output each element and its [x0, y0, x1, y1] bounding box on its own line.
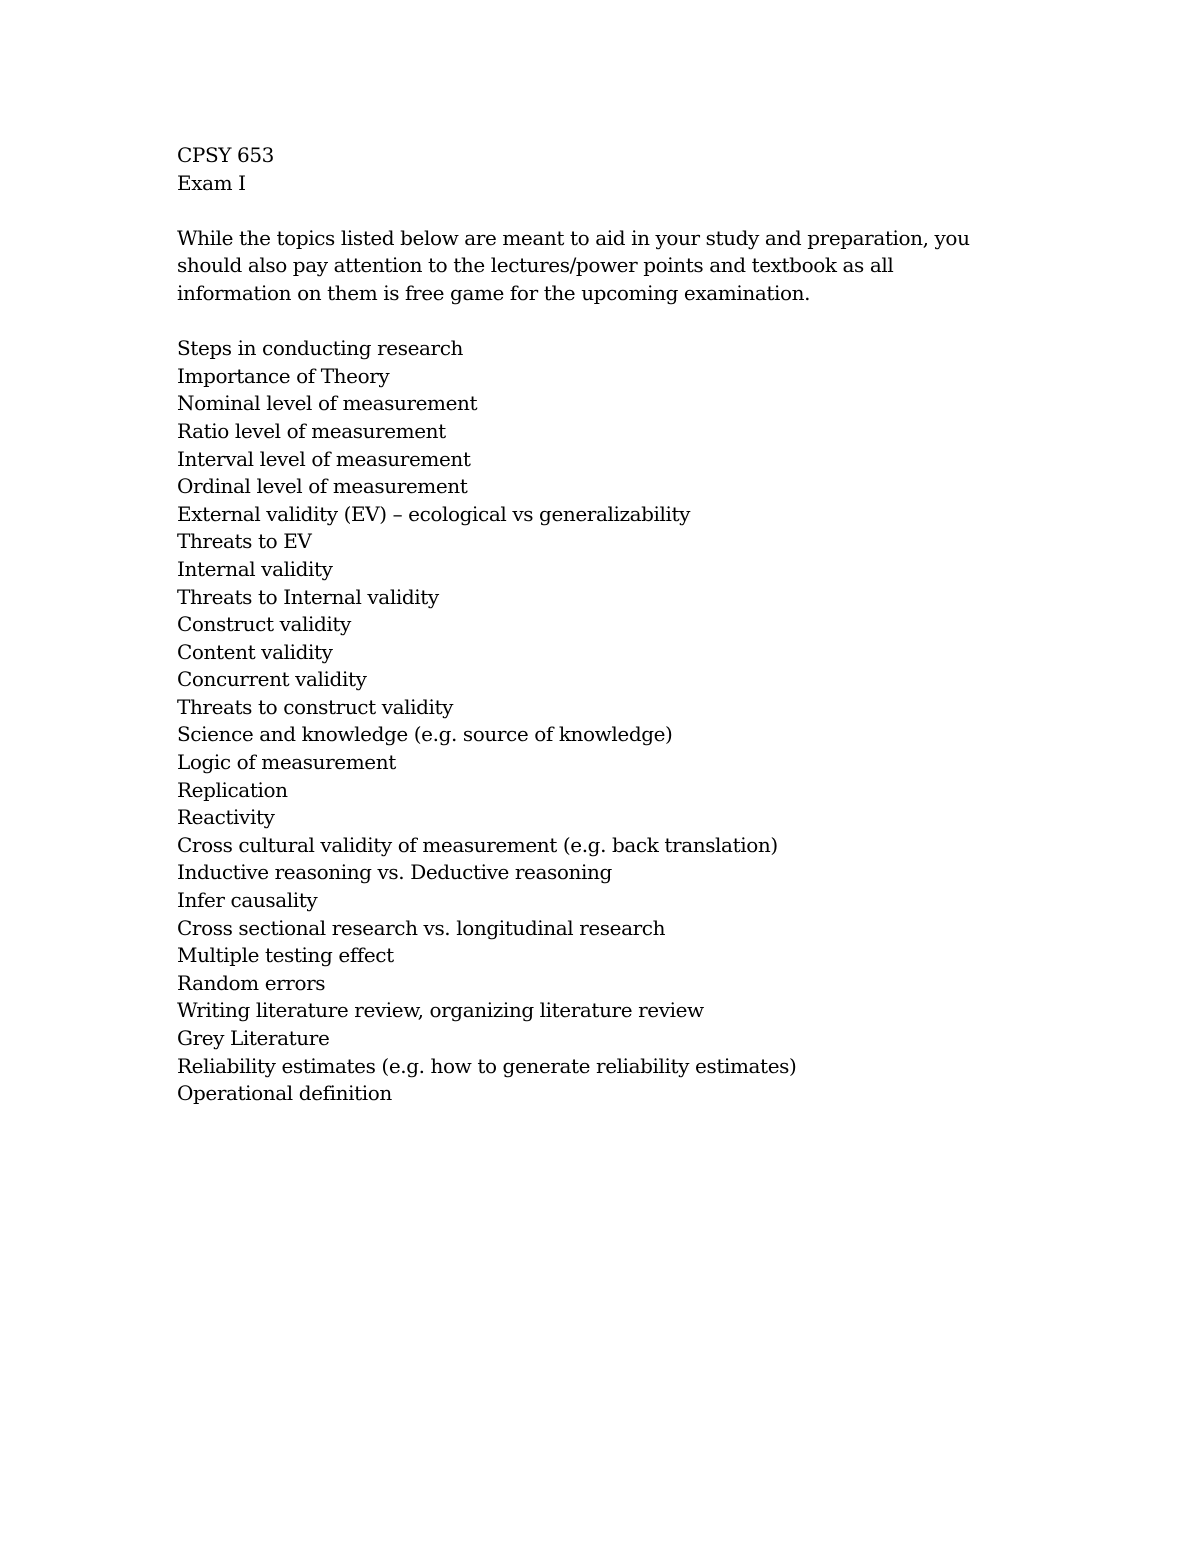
- course-title: CPSY 653: [177, 143, 274, 167]
- topic-item: Content validity: [177, 639, 333, 664]
- topic-item: Ratio level of measurement: [177, 418, 446, 443]
- topic-item: Logic of measurement: [177, 750, 396, 775]
- topic-item: Infer causality: [177, 888, 318, 913]
- intro-paragraph: [177, 225, 1037, 308]
- topic-item: Construct validity: [177, 612, 351, 637]
- topic-item: Cross cultural validity of measurement (e.g. back translation): [177, 832, 778, 857]
- topic-item: Writing literature review, organizing literature review: [177, 998, 704, 1023]
- document-body: [177, 142, 1037, 1108]
- topic-item: Ordinal level of measurement: [177, 474, 468, 499]
- topic-item: Cross sectional research vs. longitudinal research: [177, 915, 666, 940]
- topic-item: Importance of Theory: [177, 363, 390, 388]
- topic-item: Replication: [177, 777, 288, 802]
- exam-title: Exam I: [177, 170, 246, 195]
- topic-item: Operational definition: [177, 1081, 392, 1106]
- topic-item: Concurrent validity: [177, 667, 367, 692]
- topic-item: Threats to Internal validity: [177, 584, 439, 609]
- topic-item: Inductive reasoning vs. Deductive reasoning: [177, 860, 612, 885]
- topic-item: Interval level of measurement: [177, 446, 471, 471]
- topic-item: Multiple testing effect: [177, 943, 394, 968]
- intro-line: information on them is free game for the upcoming examination.: [177, 280, 811, 305]
- topic-item: Reactivity: [177, 805, 275, 830]
- spacer: [177, 308, 1037, 336]
- topic-item: Internal validity: [177, 556, 333, 581]
- topic-item: External validity (EV) – ecological vs generalizability: [177, 501, 691, 526]
- topic-item: Grey Literature: [177, 1026, 330, 1050]
- topic-item: Threats to EV: [177, 529, 312, 554]
- spacer: [177, 197, 1037, 225]
- topic-list: [177, 335, 1037, 1108]
- topic-item: Nominal level of measurement: [177, 391, 478, 416]
- topic-item: Reliability estimates (e.g. how to generate reliability estimates): [177, 1053, 797, 1078]
- topic-item: Random errors: [177, 970, 326, 995]
- topic-item: Threats to construct validity: [177, 694, 454, 719]
- intro-line: should also pay attention to the lectures/power points and textbook as all: [177, 253, 894, 278]
- topic-item: Steps in conducting research: [177, 336, 463, 361]
- intro-line: While the topics listed below are meant to aid in your study and preparation, you: [177, 225, 970, 250]
- topic-item: Science and knowledge (e.g. source of knowledge): [177, 722, 673, 747]
